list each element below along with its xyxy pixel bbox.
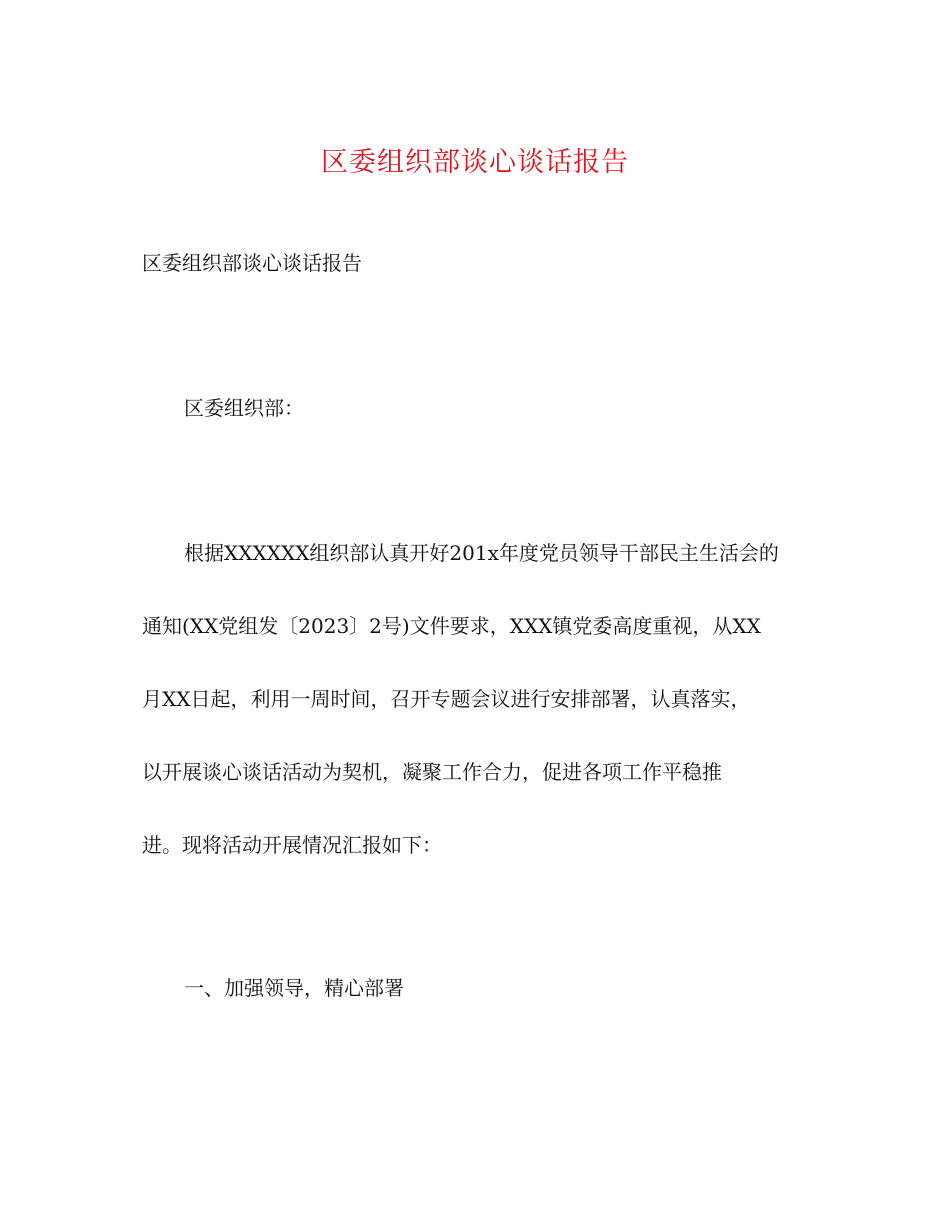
section-heading: 一、加强领导，精心部署 <box>184 976 404 1000</box>
document-title: 区委组织部谈心谈话报告 <box>321 147 629 178</box>
paragraph-line: 进。现将活动开展情况汇报如下： <box>142 833 442 857</box>
salutation: 区委组织部： <box>184 396 304 420</box>
paragraph-line: 以开展谈心谈话活动为契机，凝聚工作合力，促进各项工作平稳推 <box>142 760 722 784</box>
document-subtitle: 区委组织部谈心谈话报告 <box>142 251 362 275</box>
paragraph-line: 通知(XX党组发〔2023〕2号)文件要求，XXX镇党委高度重视，从XX <box>142 614 761 638</box>
paragraph-line: 根据XXXXXX组织部认真开好201x年度党员领导干部民主生活会的 <box>184 541 779 565</box>
paragraph-line: 月XX日起，利用一周时间，召开专题会议进行安排部署，认真落实， <box>142 687 751 711</box>
